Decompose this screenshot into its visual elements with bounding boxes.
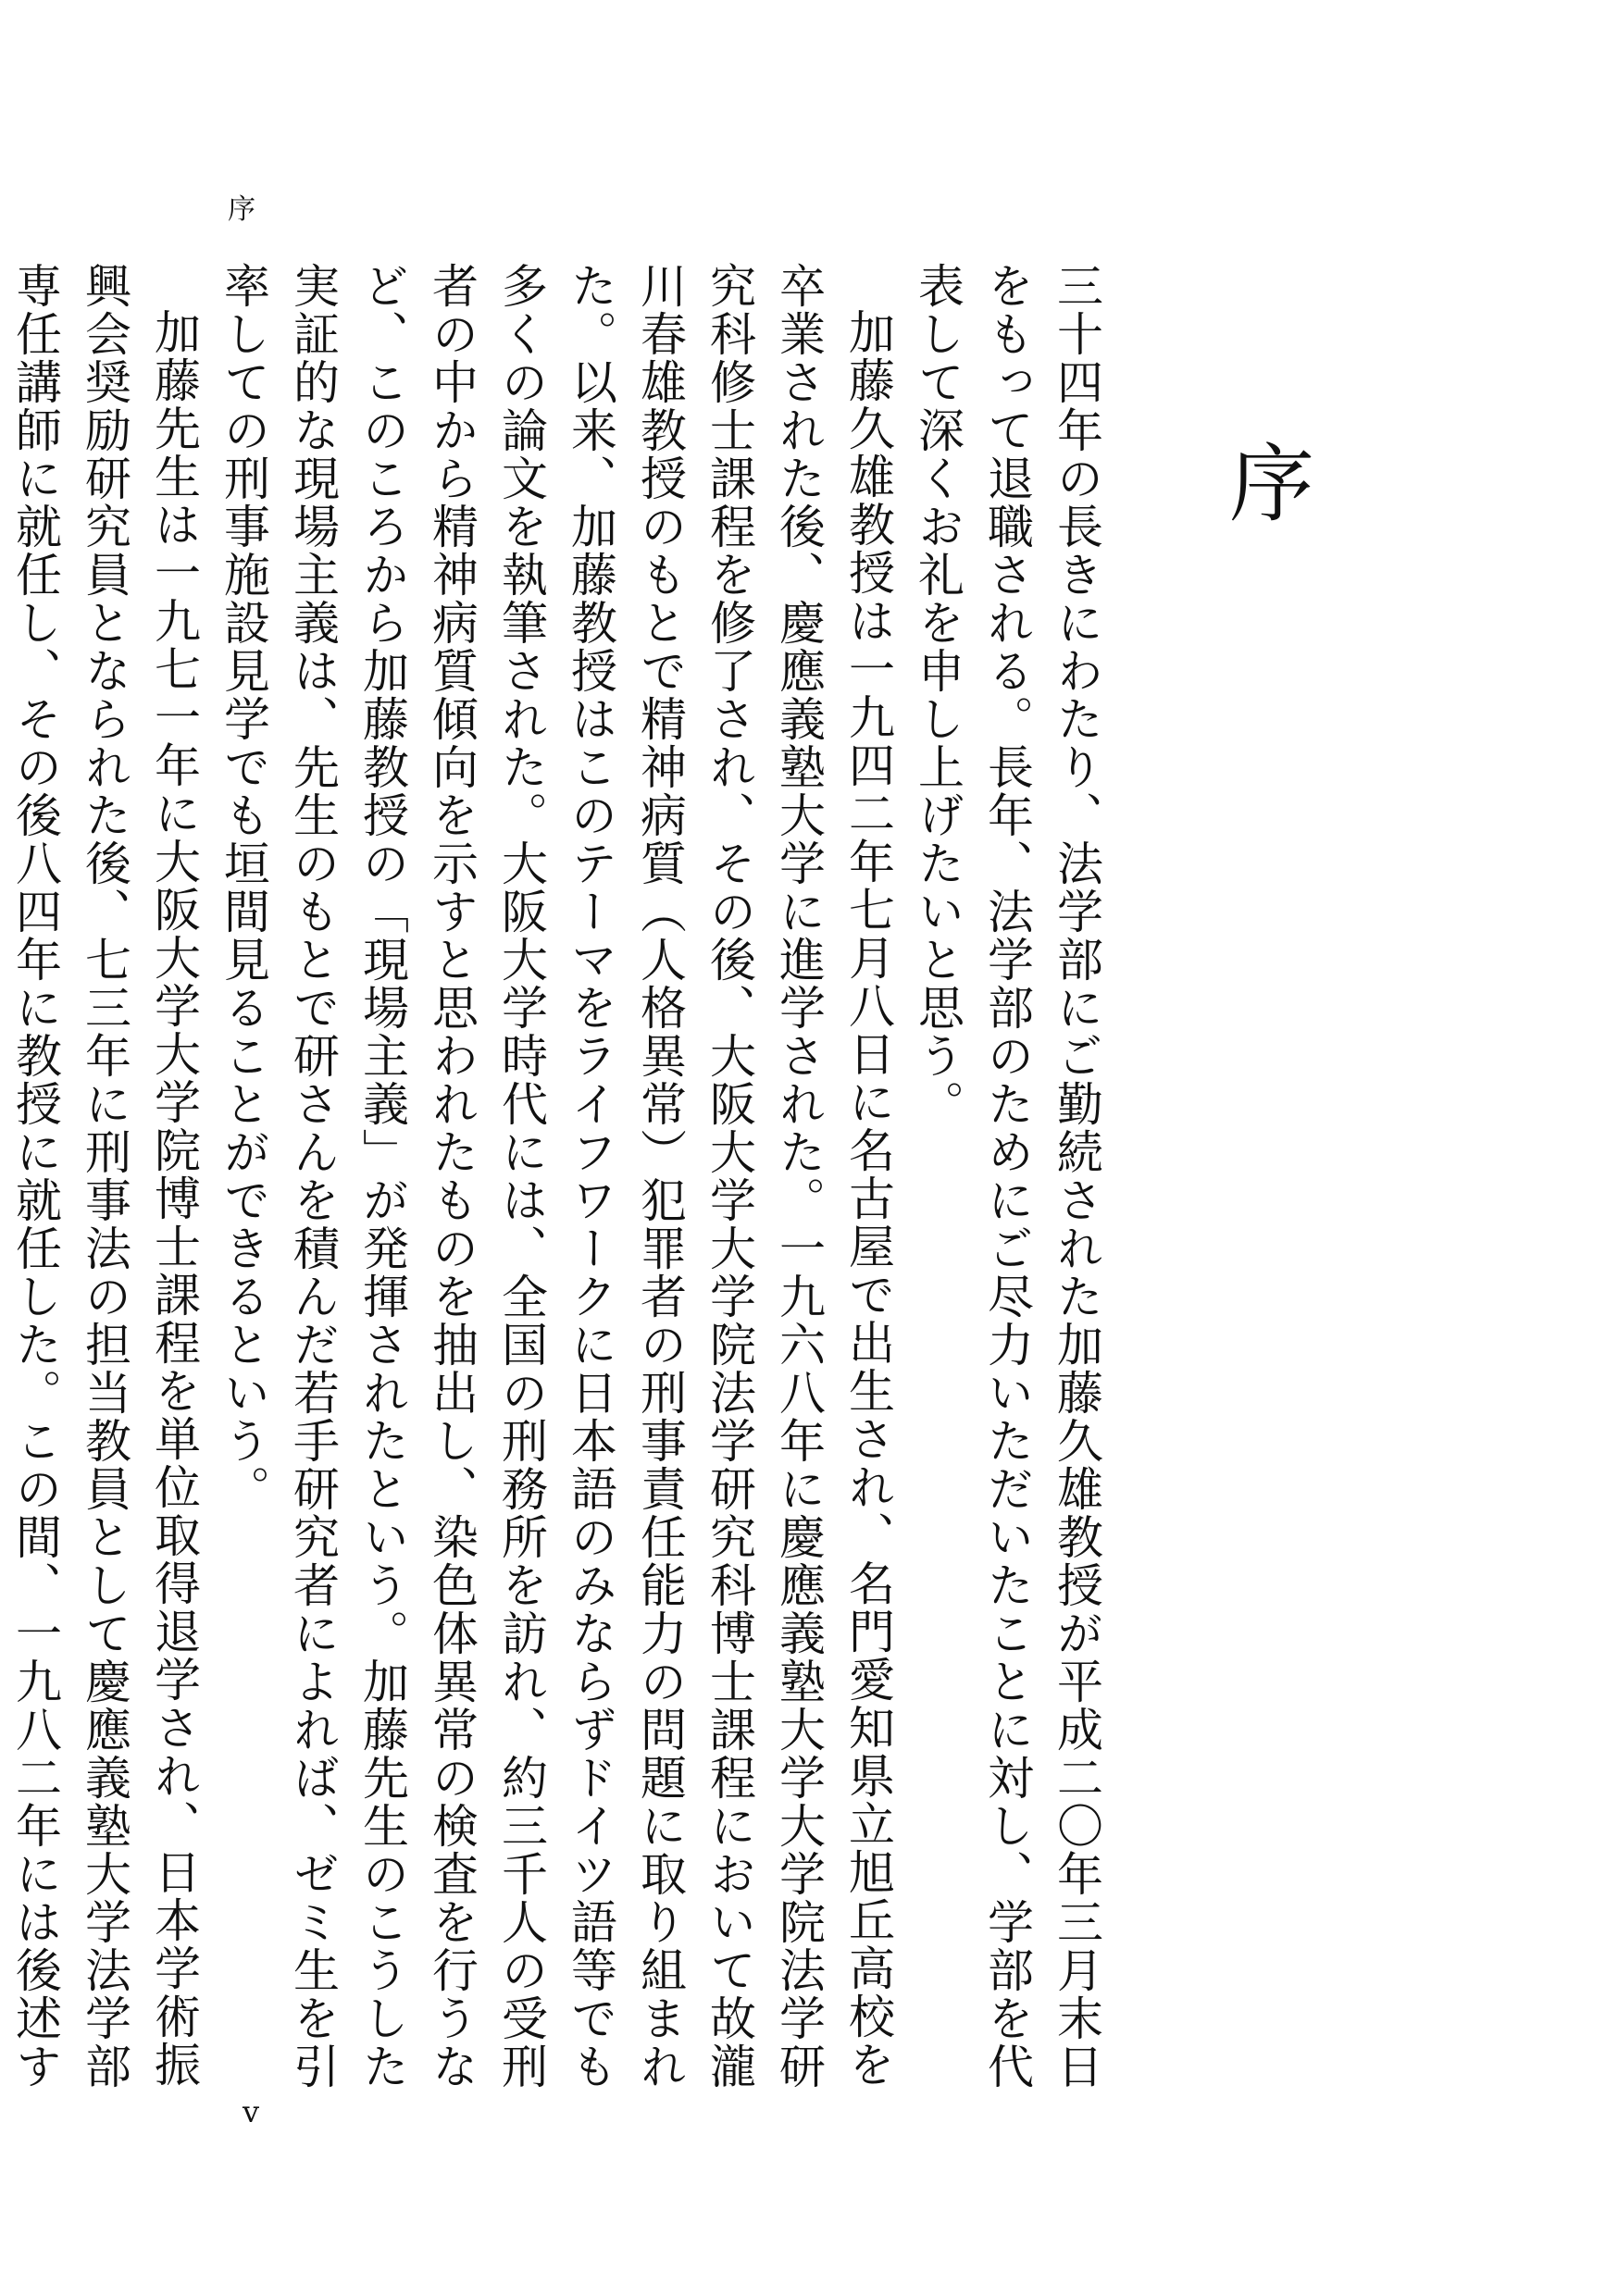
paragraph-2: 加藤久雄教授は一九四二年七月八日に名古屋で出生され、名門愛知県立旭丘高校を卒業された後、慶應義塾大学に進学された。一九六八年に慶應義塾大学大学院法学研究科修士課程を修了され、その後、大阪大学大学院法学研究科博士課程において故瀧川春雄教授のもとで精神病質（人格異常）犯罪者の刑事責任能力の問題に取り組まれた。以来、加藤教授はこのテーマをライフワークに日本語のみならずドイツ語等でも多くの論文を執筆された。大阪大学時代には、全国の刑務所を訪れ、約三千人の受刑者の中から精神病質傾向を示すと思われたものを抽出し、染色体異常の検査を行うなど、このころから加藤教授の「現場主義」が発揮されたという。加藤先生のこうした実証的な現場主義は、先生のもとで研さんを積んだ若手研究者によれば、ゼミ生を引率しての刑事施設見学でも垣間見ることができるという。 bbox=[217, 262, 895, 2091]
body-text bbox=[0, 262, 1111, 2131]
chapter-title: 序 bbox=[1229, 435, 1315, 534]
paragraph-1: 三十四年の長きにわたり、法学部にご勤続された加藤久雄教授が平成二〇年三月末日をもって退職される。長年、法学部のためにご尽力いただいたことに対し、学部を代表して深くお礼を申し上げたいと思う。 bbox=[911, 262, 1103, 2091]
page-number: v bbox=[243, 2094, 260, 2129]
running-head: 序 bbox=[228, 193, 255, 226]
paragraph-3: 加藤先生は一九七一年に大阪大学大学院博士課程を単位取得退学され、日本学術振興会奨励研究員となられた後、七三年に刑事法の担当教員として慶應義塾大学法学部専任講師に就任し、その後八四年に教授に就任した。この間、一九八二年には後述す bbox=[8, 262, 201, 2091]
